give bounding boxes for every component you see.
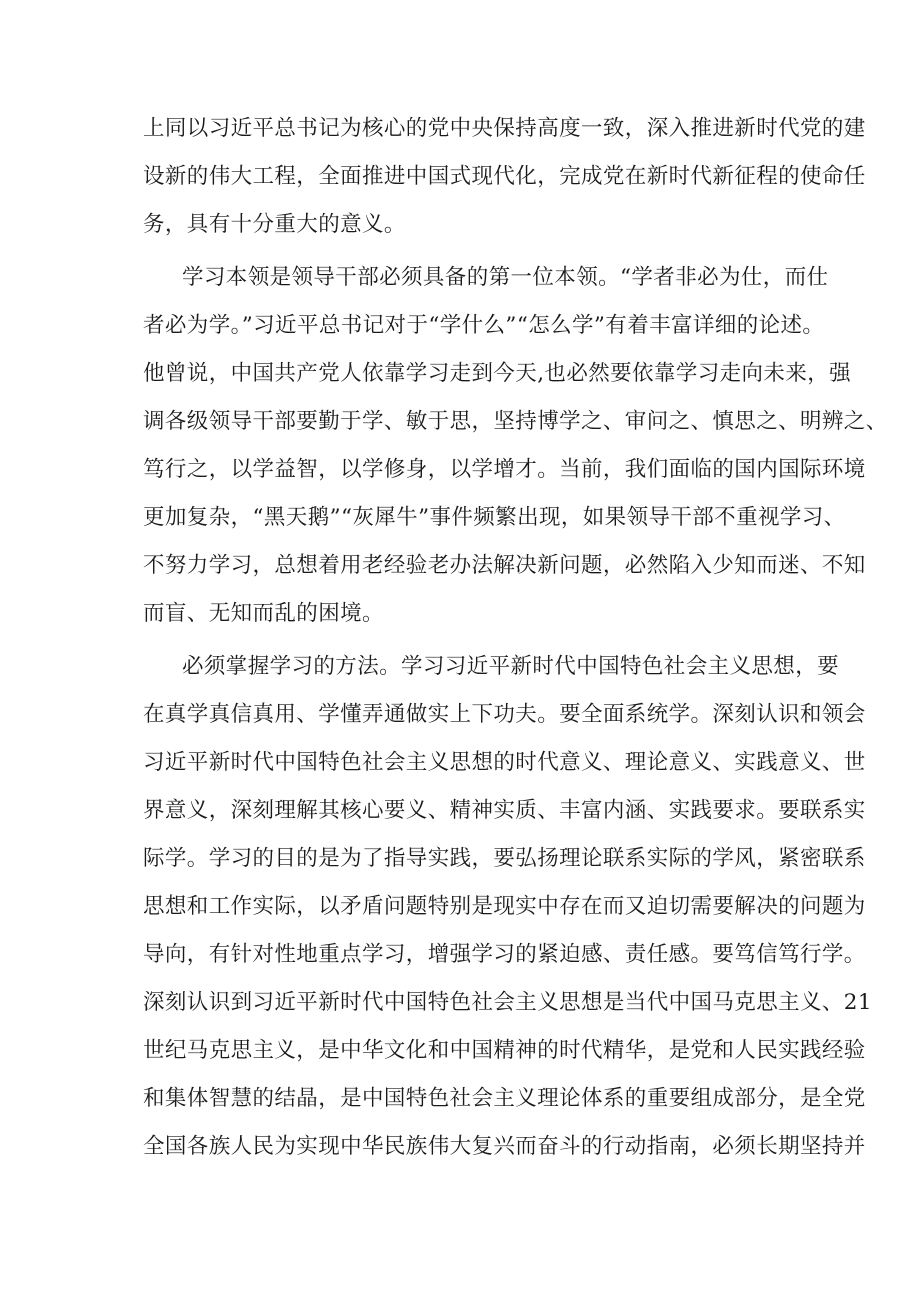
- text-line: 调各级领导干部要勤于学、敏于思，坚持博学之、审问之、慎思之、明辨之、: [143, 409, 888, 434]
- text-line: 学习本领是领导干部必须具备的第一位本领。“学者非必为仕，而仕: [182, 265, 829, 290]
- text-line: 界意义，深刻理解其核心要义、精神实质、丰富内涵、实践要求。要联系实: [143, 798, 866, 823]
- text-line: 而盲、无知而乱的困境。: [143, 601, 384, 626]
- text-line: 必须掌握学习的方法。学习习近平新时代中国特色社会主义思想，要: [182, 654, 840, 679]
- text-line: 上同以习近平总书记为核心的党中央保持高度一致，深入推进新时代党的建: [143, 116, 866, 141]
- text-line: 全国各族人民为实现中华民族伟大复兴而奋斗的行动指南，必须长期坚持并: [143, 1134, 866, 1159]
- text-line: 深刻认识到习近平新时代中国特色社会主义思想是当代中国马克思主义、21: [143, 990, 872, 1015]
- text-line: 和集体智慧的结晶，是中国特色社会主义理论体系的重要组成部分，是全党: [143, 1086, 866, 1111]
- text-line: 更加复杂，“黑天鹅”“灰犀牛”事件频繁出现，如果领导干部不重视学习、: [143, 505, 846, 530]
- text-line: 世纪马克思主义，是中华文化和中国精神的时代精华，是党和人民实践经验: [143, 1038, 866, 1063]
- text-line: 际学。学习的目的是为了指导实践，要弘扬理论联系实际的学风，紧密联系: [143, 846, 866, 871]
- text-line: 他曾说，中国共产党人依靠学习走到今天,也必然要依靠学习走向未来，强: [143, 361, 852, 386]
- text-line: 者必为学。”习近平总书记对于“学什么”“怎么学”有着丰富详细的论述。: [143, 313, 825, 338]
- text-line: 习近平新时代中国特色社会主义思想的时代意义、理论意义、实践意义、世: [143, 750, 866, 775]
- text-line: 设新的伟大工程，全面推进中国式现代化，完成党在新时代新征程的使命任: [143, 164, 866, 189]
- text-line: 笃行之，以学益智，以学修身，以学增才。当前，我们面临的国内国际环境: [143, 457, 866, 482]
- text-line: 务，具有十分重大的意义。: [143, 212, 406, 237]
- text-line: 在真学真信真用、学懂弄通做实上下功夫。要全面系统学。深刻认识和领会: [143, 702, 866, 727]
- text-line: 思想和工作实际，以矛盾问题特别是现实中存在而又迫切需要解决的问题为: [143, 894, 866, 919]
- text-line: 不努力学习，总想着用老经验老办法解决新问题，必然陷入少知而迷、不知: [143, 553, 866, 578]
- text-line: 导向，有针对性地重点学习，增强学习的紧迫感、责任感。要笃信笃行学。: [143, 942, 866, 967]
